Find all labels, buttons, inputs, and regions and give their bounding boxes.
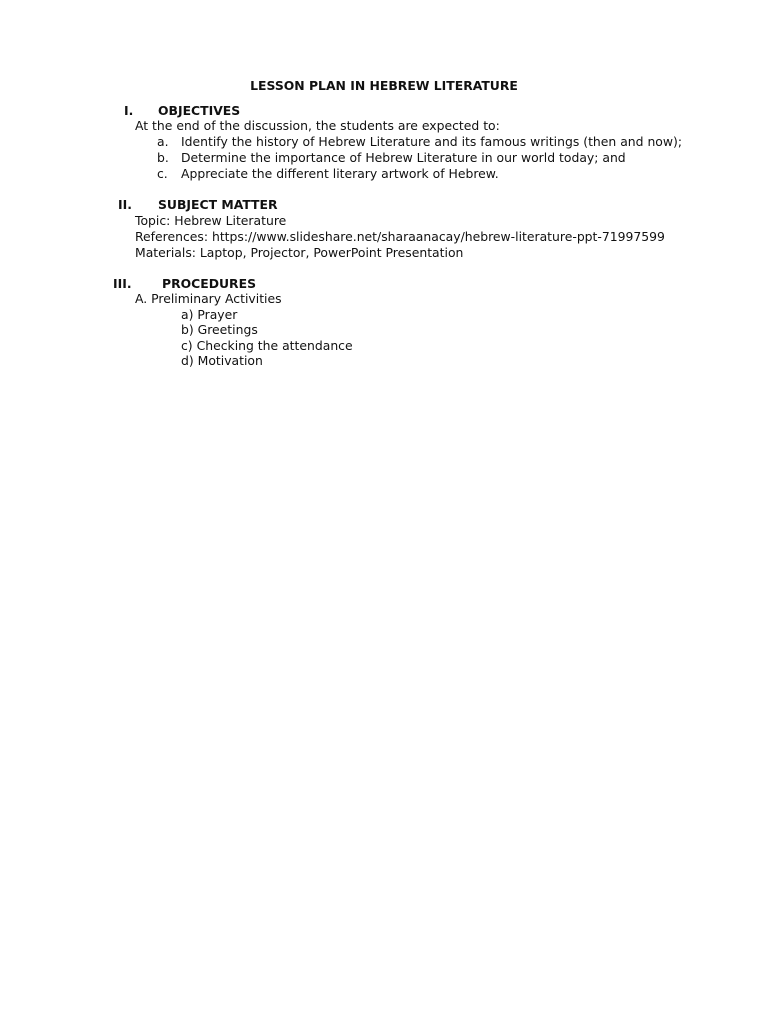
procedure-item-greetings: b) Greetings	[181, 322, 258, 337]
objective-b-text: Determine the importance of Hebrew Literature in our world today; and	[181, 150, 626, 165]
procedures-subheading: A. Preliminary Activities	[135, 291, 282, 306]
objective-a-text: Identify the history of Hebrew Literature and its famous writings (then and now);	[181, 134, 683, 149]
section-2-numeral: II.	[118, 197, 132, 212]
section-1-heading: OBJECTIVES	[158, 103, 241, 118]
section-3-heading: PROCEDURES	[162, 276, 256, 291]
objective-a-marker: a.	[157, 134, 169, 149]
procedure-item-attendance: c) Checking the attendance	[181, 338, 353, 353]
subject-materials: Materials: Laptop, Projector, PowerPoint Presentation	[135, 245, 464, 260]
objective-c-marker: c.	[157, 166, 168, 181]
subject-references: References: https://www.slideshare.net/sharaanacay/hebrew-literature-ppt-71997599	[135, 229, 665, 244]
subject-topic: Topic: Hebrew Literature	[135, 213, 287, 228]
objectives-intro: At the end of the discussion, the students are expected to:	[135, 118, 500, 133]
procedure-item-motivation: d) Motivation	[181, 353, 263, 368]
document-title: LESSON PLAN IN HEBREW LITERATURE	[250, 78, 518, 93]
section-3-numeral: III.	[113, 276, 132, 291]
section-1-numeral: I.	[124, 103, 134, 118]
section-2-heading: SUBJECT MATTER	[158, 197, 278, 212]
objective-b-marker: b.	[157, 150, 169, 165]
objective-c-text: Appreciate the different literary artwork of Hebrew.	[181, 166, 499, 181]
procedure-item-prayer: a) Prayer	[181, 307, 238, 322]
